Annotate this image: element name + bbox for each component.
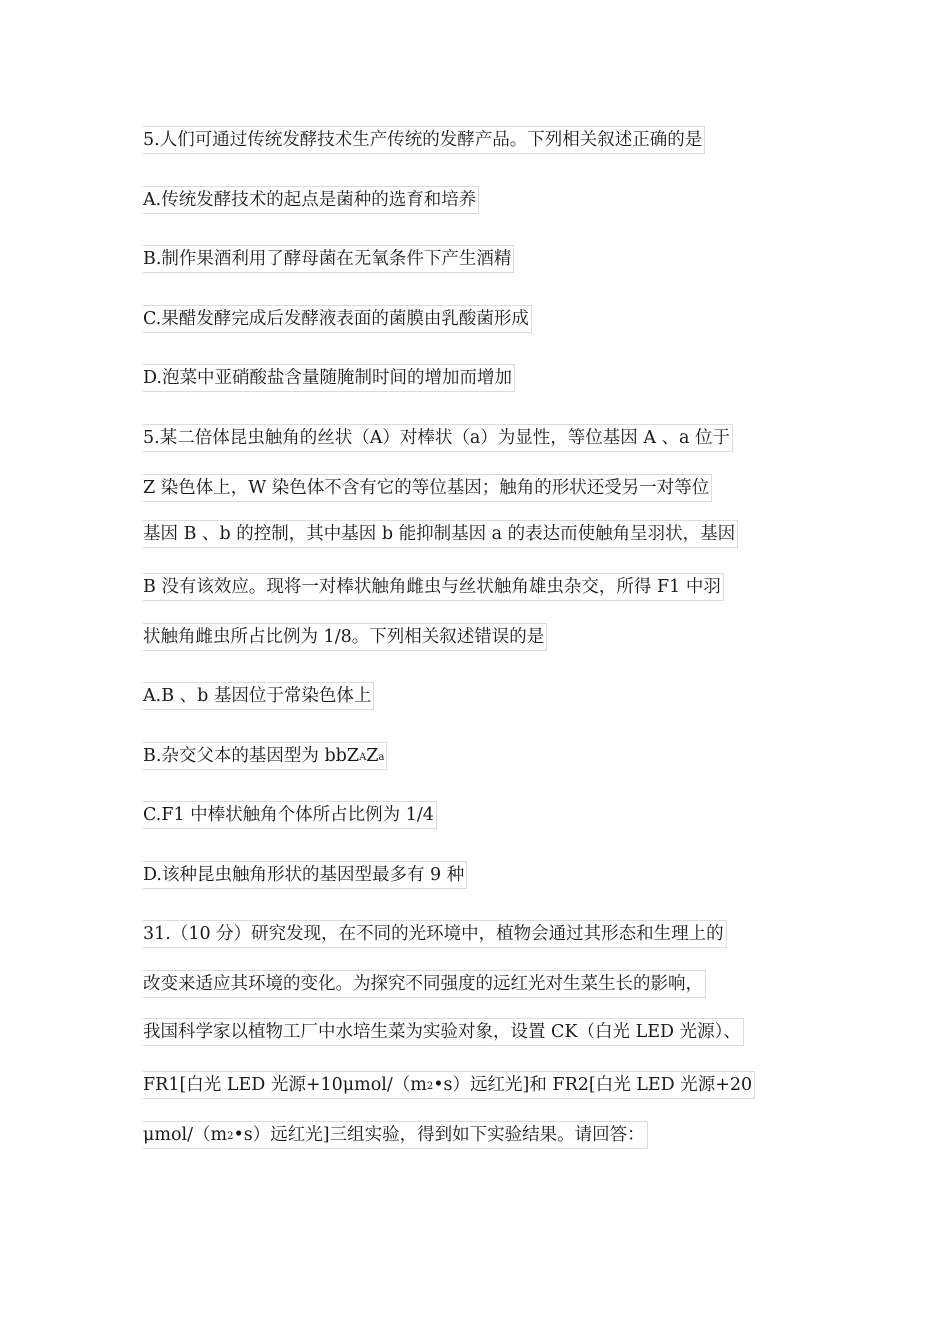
q5b-stem-line-1: 5.某二倍体昆虫触角的丝状（A）对棒状（a）为显性，等位基因 A 、a 位于 bbox=[143, 424, 733, 452]
q5b-stem-line-3: 基因 B 、b 的控制，其中基因 b 能抑制基因 a 的表达而使触角呈羽状，基因 bbox=[143, 520, 738, 548]
q31-line-1: 31.（10 分）研究发现，在不同的光环境中，植物会通过其形态和生理上的 bbox=[143, 920, 727, 948]
q5b-option-b bbox=[143, 742, 387, 770]
q31-line-4-a: FR1[白光 LED 光源+10μmol/（m bbox=[143, 1075, 427, 1095]
q31-line-4-b: •s）远红光]和 FR2[白光 LED 光源+20 bbox=[433, 1075, 753, 1095]
q5b-option-c: C.F1 中棒状触角个体所占比例为 1/4 bbox=[143, 801, 437, 829]
q31-line-5 bbox=[143, 1121, 648, 1149]
q31-line-3: 我国科学家以植物工厂中水培生菜为实验对象，设置 CK（白光 LED 光源）、 bbox=[143, 1018, 744, 1046]
q31-line-4 bbox=[143, 1071, 755, 1099]
q31-line-2: 改变来适应其环境的变化。为探究不同强度的远红光对生菜生长的影响， bbox=[143, 970, 706, 998]
q5a-option-d: D.泡菜中亚硝酸盐含量随腌制时间的增加而增加 bbox=[143, 364, 515, 392]
q5a-option-a: A.传统发酵技术的起点是菌种的选育和培养 bbox=[143, 186, 479, 214]
q31-line-5-b: •s）远红光]三组实验，得到如下实验结果。请回答： bbox=[233, 1125, 645, 1145]
q5a-option-c: C.果醋发酵完成后发酵液表面的菌膜由乳酸菌形成 bbox=[143, 305, 532, 333]
q5b-stem-line-4: B 没有该效应。现将一对棒状触角雌虫与丝状触角雄虫杂交，所得 F1 中羽 bbox=[143, 573, 724, 601]
q5b-option-b-sup-a: A bbox=[359, 752, 367, 763]
q31-line-5-sup: 2 bbox=[227, 1131, 234, 1142]
q5b-option-b-mid: Z bbox=[366, 746, 379, 766]
q5b-stem-line-2: Z 染色体上，W 染色体不含有它的等位基因；触角的形状还受另一对等位 bbox=[143, 474, 712, 502]
q5a-stem: 5.人们可通过传统发酵技术生产传统的发酵产品。下列相关叙述正确的是 bbox=[143, 126, 705, 154]
q31-line-5-a: μmol/（m bbox=[143, 1125, 228, 1145]
q5b-option-a: A.B 、b 基因位于常染色体上 bbox=[143, 682, 374, 710]
q5a-option-b: B.制作果酒利用了酵母菌在无氧条件下产生酒精 bbox=[143, 245, 514, 273]
q5b-option-b-sup-b: a bbox=[378, 752, 385, 763]
q5b-stem-line-5: 状触角雌虫所占比例为 1/8。下列相关叙述错误的是 bbox=[143, 623, 547, 651]
q5b-option-d: D.该种昆虫触角形状的基因型最多有 9 种 bbox=[143, 861, 467, 889]
q5b-option-b-prefix: B.杂交父本的基因型为 bbZ bbox=[143, 746, 360, 766]
q31-line-4-sup: 2 bbox=[426, 1081, 434, 1092]
